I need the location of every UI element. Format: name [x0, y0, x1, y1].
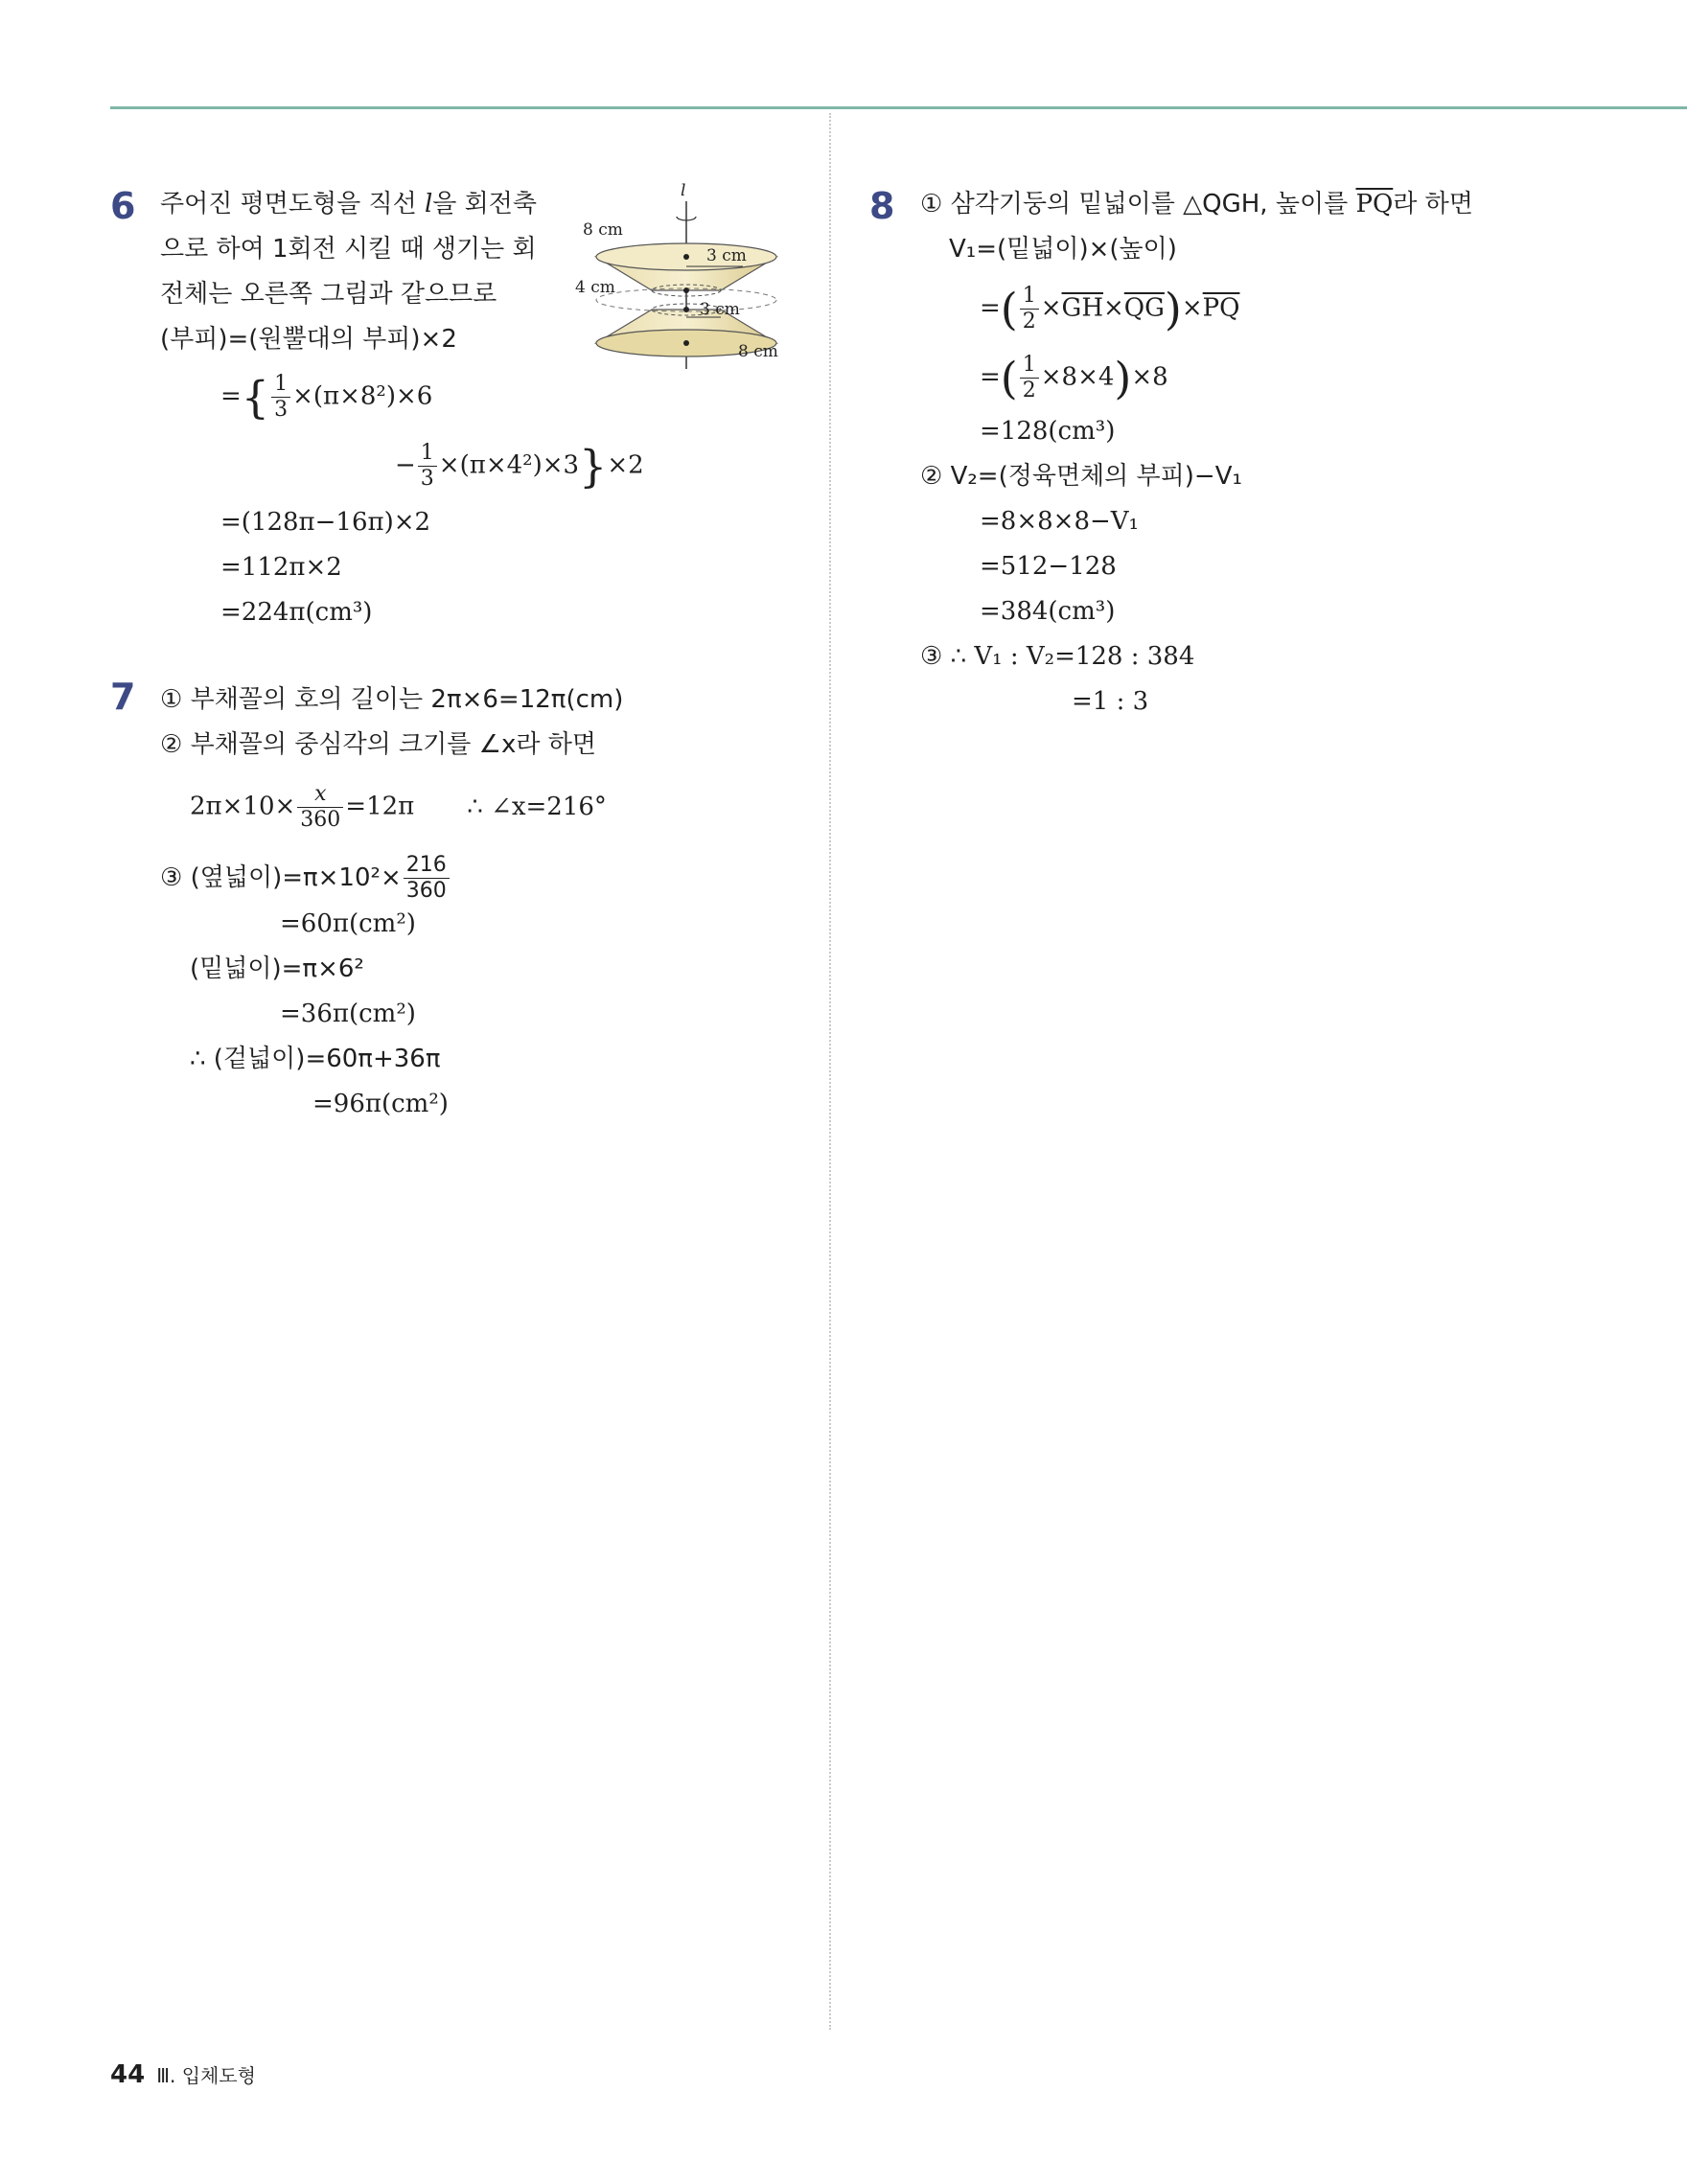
middle-height-label: 4 cm: [575, 278, 615, 297]
p7-line-3: 2π×10× $\frac{x}{360}$ =12π ∴ ∠x=216°: [190, 782, 607, 832]
p6-line-4: (부피)=(원뿔대의 부피)×2: [160, 325, 457, 354]
chapter-title: Ⅲ. 입체도형: [156, 2064, 256, 2087]
p6-eq-5: =224π(cm³): [220, 598, 373, 627]
p8-line-4: =( $\frac{1}{2}$ ×8×4)×8: [980, 352, 1168, 404]
p6-line-1: 주어진 평면도형을 직선 l을 회전축: [160, 190, 538, 218]
top-rule: [110, 106, 1687, 109]
bottom-label: 8 cm: [738, 342, 778, 361]
double-frustum-figure: [575, 182, 796, 374]
p8-line-8: =512−128: [980, 552, 1117, 581]
p7-line-2: ② 부채꼴의 중심각의 크기를 ∠x라 하면: [160, 730, 596, 759]
axis-label: l: [681, 182, 686, 200]
problem-7-number: 7: [110, 676, 136, 718]
problem-8-number: 8: [869, 185, 895, 227]
upper-radius-label: 3 cm: [706, 246, 747, 265]
column-divider: [829, 113, 831, 2030]
top-diameter-label: 8 cm: [583, 220, 623, 240]
p8-line-2: V₁=(밑넓이)×(높이): [949, 235, 1177, 264]
page-footer: [110, 2060, 256, 2089]
p6-line-2: 으로 하여 1회전 시킬 때 생기는 회: [160, 235, 537, 264]
p7-line-1: ① 부채꼴의 호의 길이는 2π×6=12π(cm): [160, 685, 624, 714]
p6-eq-2: − $\frac{1}{3}$ ×(π×4²)×3}×2: [395, 440, 644, 493]
p8-line-1: ① 삼각기둥의 밑넓이를 △QGH, 높이를 $\overline{PQ}$라 하면: [920, 190, 1473, 218]
p8-line-9: =384(cm³): [980, 597, 1116, 626]
problem-6-number: 6: [110, 185, 136, 227]
p8-line-11: =1 : 3: [1072, 687, 1149, 716]
p7-line-4: ③ (옆넓이)=π×10²× $\frac{216}{360}$: [160, 855, 451, 902]
p7-line-7: =36π(cm²): [280, 1000, 416, 1028]
p7-line-9: =96π(cm²): [312, 1090, 449, 1118]
page-number: 44: [110, 2060, 146, 2089]
p8-line-6: ② V₂=(정육면체의 부피)−V₁: [920, 462, 1242, 491]
p7-line-5: =60π(cm²): [280, 909, 416, 938]
p6-eq-1: ={ $\frac{1}{3}$ ×(π×8²)×6: [220, 371, 433, 424]
p8-line-5: =128(cm³): [980, 417, 1116, 446]
p7-line-6: (밑넓이)=π×6²: [190, 954, 364, 983]
p8-line-10: ③ ∴ V₁ : V₂=128 : 384: [920, 642, 1195, 671]
lower-radius-label: 3 cm: [700, 300, 740, 319]
p6-eq-3: =(128π−16π)×2: [220, 508, 431, 537]
p8-line-3: =( $\frac{1}{2}$ $\times\overline{GH}\times\overline{QG})\times\overline{PQ}$: [980, 283, 1240, 335]
p8-line-7: =8×8×8−V₁: [980, 507, 1139, 536]
p6-line-3: 전체는 오른쪽 그림과 같으므로: [160, 280, 497, 309]
p7-line-8: ∴ (겉넓이)=60π+36π: [190, 1045, 441, 1073]
p6-eq-4: =112π×2: [220, 553, 342, 582]
